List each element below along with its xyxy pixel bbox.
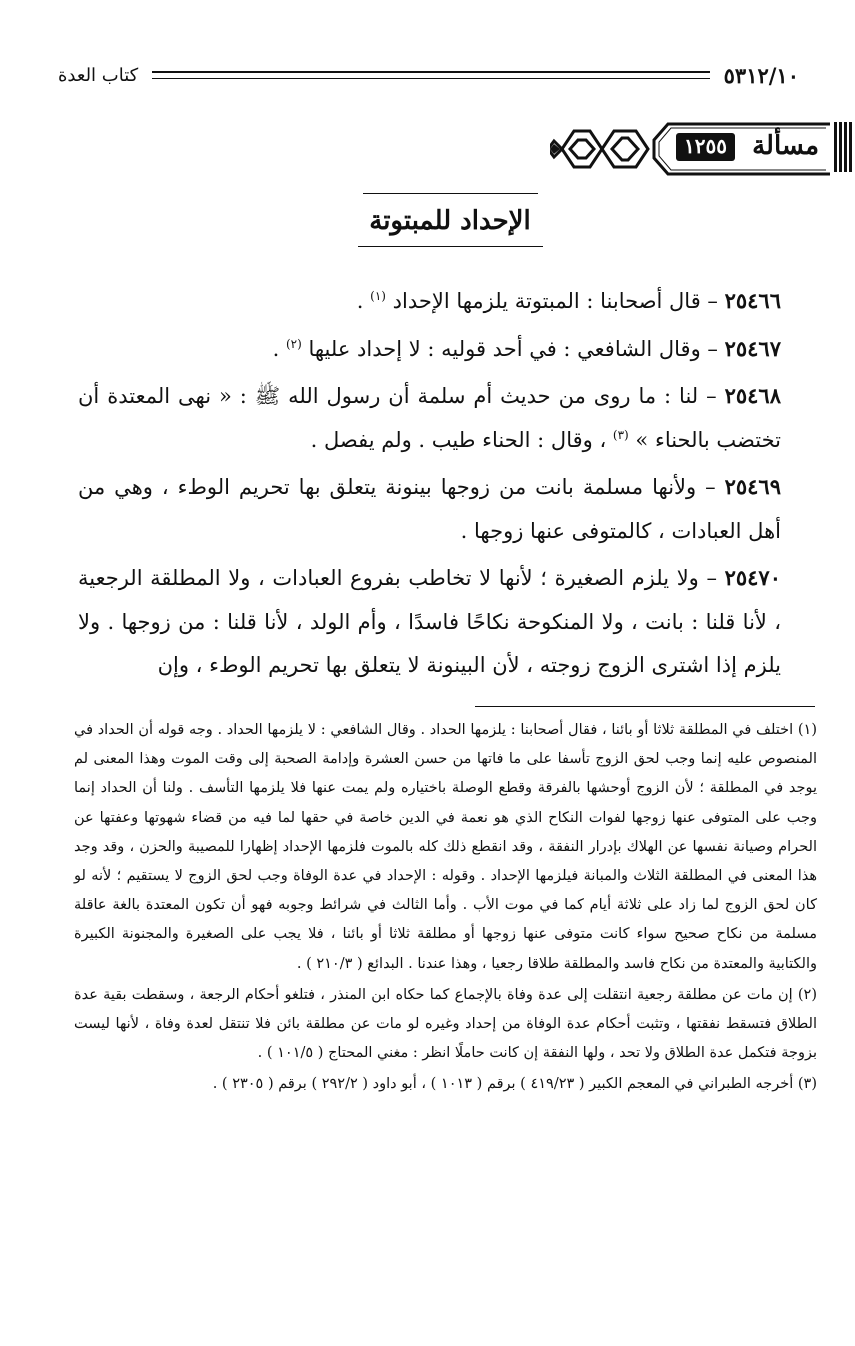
issue-label: مسألة <box>752 131 819 161</box>
book-title: كتاب العدة <box>58 64 139 86</box>
issue-banner <box>550 118 855 180</box>
paragraph <box>78 374 781 462</box>
page-reference: ٥٣١٢/١٠ <box>723 62 799 88</box>
paragraph <box>78 279 781 324</box>
header-rule <box>152 71 709 79</box>
footnote-text: أخرجه الطبراني في المعجم الكبير ( ٤١٩/٢٣ ) برقم ( ١٠١٣ ) ، أبو داود ( ٢٩٢/٢ ) برقم ( ٢٣٠٥ ) . <box>212 1076 794 1093</box>
footnote-marker[interactable]: (١) <box>370 289 386 303</box>
paragraph-number: ٢٥٤٦٦ <box>724 288 781 313</box>
paragraph-text: – وقال الشافعي : في أحد قوليه : لا إحداد عليها <box>308 336 718 361</box>
paragraph-text: – ولأنها مسلمة بانت من زوجها بينونة يتعلق بها تحريم الوطء ، وهي من أهل العبادات ، كالمتوفى عنها زوجها . <box>78 475 781 543</box>
footnotes <box>74 716 817 1102</box>
footnote-separator <box>475 706 815 707</box>
running-header <box>58 62 799 88</box>
footnote-number: (٣) <box>797 1076 817 1093</box>
footnote-text: إن مات عن مطلقة رجعية انتقلت إلى عدة وفاة بالإجماع كما حكاه ابن المنذر ، فتلغو أحكام الرجعة ، وسقطت بقية عدة الطلاق فتسقط نفقتها ، وتثبت أحكام عدة الوفاة من إحداد وغيره لو مات عن مطلقة بائن فلا تنتقل لعدة وفاة ، لأنها ليست بزوجة فتكمل عدة الطلاق ولا تحد ، ولها النفقة إن كانت حاملًا انظر : مغني المحتاج ( ١٠١/٥ ) . <box>74 986 817 1062</box>
footnote <box>74 1070 817 1099</box>
paragraph-tail: . <box>356 289 371 313</box>
paragraph-number: ٢٥٤٦٨ <box>724 383 781 408</box>
paragraph-tail: . <box>272 336 286 361</box>
footnote-number: (١) <box>797 722 818 738</box>
paragraph-number: ٢٥٤٦٩ <box>724 474 781 499</box>
paragraph-text: – لنا : ما روى من حديث أم سلمة أن رسول الله ﷺ : « نهى المعتدة أن تختضب بالحناء » <box>78 384 781 452</box>
footnote-text: اختلف في المطلقة ثلاثا أو بائنا ، فقال أصحابنا : يلزمها الحداد . وقال الشافعي : لا يلزمها الحداد . وجه قوله أن الحداد في المنصوص عليه إنما وجب لحق الزوج تأسفا على ما فاتها من حسن العشرة وإدامة الصحبة إلى وقت الموت وهذا المعنى لم يوجد في المطلقة ؛ لأن الزوج أوحشها بالفرقة وقطع الوصلة باختياره ولم يمت عنها فلا يلزمها التأسف . ولنا أن الحداد إنما وجب على المتوفى عنها زوجها لفوات النكاح الذي هو نعمة في الدين خاصة في حقها لما فيه من قضاء شهوتها وعفتها عن الحرام وصيانة نفسها عن الهلاك بإدرار النفقة ، وقد انقطع ذلك كله بالموت فلزمها الإحداد إظهارا للمصيبة والحزن ، وقد وجد هذا المعنى في المطلقة الثلاث والمبانة فيلزمها الإحداد . وقوله : الإحداد في عدة الوفاة وجب لحق الزوج لا يستقيم ؛ لأنه لو كان لحق الزوج لما زاد على ثلاثة أيام كما في موت الأب . وأما الثالث في شرائط وجوبه فهو أن تكون المعتدة بالغة عاقلة مسلمة من نكاح صحيح سواء كانت متوفى عنها زوجها أو مطلقة ثلاثا أو بائنا ، فلا يجب على الصغيرة والمجنونة الكبيرة والكتابية والمعتدة من نكاح فاسد والمطلقة طلاقا رجعيا ، وهذا عندنا . البدائع ( ٢١٠/٣ ) . <box>74 722 817 972</box>
chapter-heading: الإحداد للمبتوتة <box>369 206 531 236</box>
main-text <box>78 279 781 691</box>
paragraph-number: ٢٥٤٦٧ <box>724 335 781 361</box>
paragraph-text: – قال أصحابنا : المبتوتة يلزمها الإحداد <box>392 289 718 313</box>
paragraph-tail: ، وقال : الحناء طيب . ولم يفصل . <box>310 427 613 452</box>
paragraph <box>78 465 781 553</box>
footnote <box>74 716 817 979</box>
paragraph <box>78 327 781 372</box>
footnote-marker[interactable]: (٢) <box>285 336 302 351</box>
footnote-marker[interactable]: (٣) <box>612 427 629 442</box>
footnote <box>74 981 817 1069</box>
paragraph-number: ٢٥٤٧٠ <box>724 565 781 590</box>
paragraph-text: – ولا يلزم الصغيرة ؛ لأنها لا تخاطب بفروع العبادات ، ولا المطلقة الرجعية ، لأنا قلنا : بانت ، ولا المنكوحة نكاحًا فاسدًا ، وأم الولد ، لأنا قلنا : من زوجها . ولا يلزم إذا اشترى الزوج زوجته ، لأن البينونة لا يتعلق بها تحريم الوطء ، وإن <box>78 566 781 677</box>
footnote-number: (٢) <box>797 986 818 1003</box>
paragraph <box>78 556 781 688</box>
heading-top-rule <box>363 193 538 194</box>
issue-number-badge: ١٢٥٥ <box>676 133 735 161</box>
heading-underline <box>358 246 543 247</box>
